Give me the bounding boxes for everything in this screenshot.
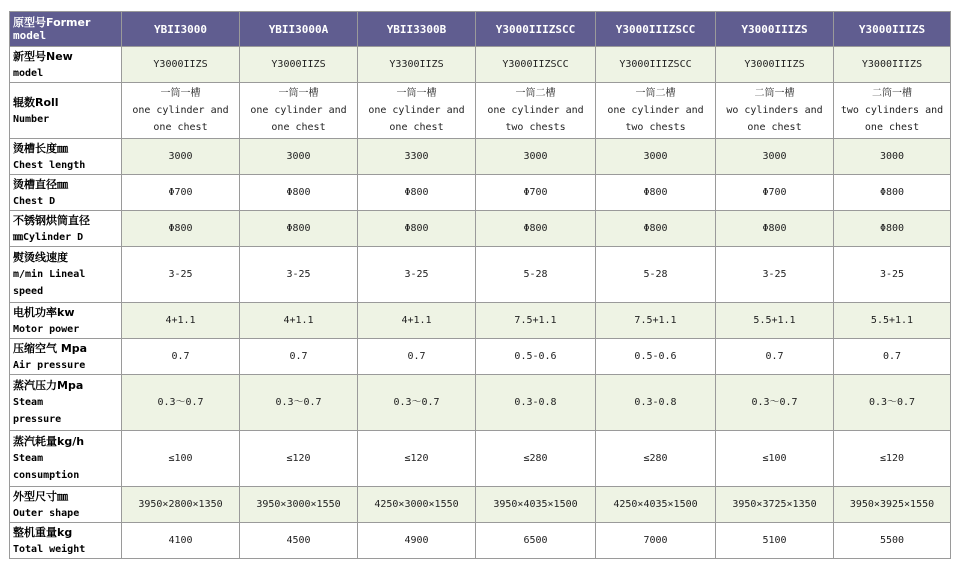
spec-value-cell xyxy=(122,139,240,175)
spec-value-cell xyxy=(596,247,716,303)
spec-value-line: Φ800 xyxy=(523,223,548,234)
spec-value-cell xyxy=(240,523,358,559)
spec-value-line: 6500 xyxy=(523,535,548,546)
spec-value-line: Φ700 xyxy=(168,187,193,198)
spec-value-cell xyxy=(716,139,834,175)
spec-row xyxy=(10,47,951,83)
spec-value-line: 0.3～0.7 xyxy=(868,397,916,408)
spec-value-line: ≤100 xyxy=(168,453,193,464)
spec-value-cell xyxy=(834,83,951,139)
model-header: Y3000IIIZS xyxy=(834,12,951,47)
spec-value-cell xyxy=(596,139,716,175)
spec-value-cell xyxy=(240,303,358,339)
spec-value-line: 0.5-0.6 xyxy=(634,351,677,362)
row-label-line: 蒸汽压力Mpa xyxy=(13,379,84,392)
spec-value-line: Φ800 xyxy=(404,187,429,198)
spec-value-line: 0.3～0.7 xyxy=(751,397,798,408)
spec-value-cell xyxy=(358,339,476,375)
spec-value-cell xyxy=(596,339,716,375)
spec-value-line: one chest xyxy=(864,122,920,133)
spec-value-cell xyxy=(476,303,596,339)
spec-value-cell xyxy=(358,175,476,211)
spec-value-cell xyxy=(240,47,358,83)
spec-value-line: two cylinders and xyxy=(840,105,944,116)
spec-value-line: Y3300IIZS xyxy=(389,59,444,70)
spec-value-line: 3950×4035×1500 xyxy=(493,499,578,510)
spec-value-line: Φ800 xyxy=(286,223,311,234)
spec-value-line: 0.3～0.7 xyxy=(393,397,440,408)
row-label-line: Outer shape xyxy=(13,507,80,519)
spec-value-line: 二筒一槽 xyxy=(872,88,912,99)
spec-value-cell xyxy=(358,211,476,247)
spec-value-line: one chest xyxy=(271,122,326,133)
spec-value-line: one cylinder and xyxy=(250,105,347,116)
row-label-line: Motor power xyxy=(13,323,80,335)
spec-value-cell xyxy=(240,211,358,247)
spec-value-line: Φ800 xyxy=(643,187,668,198)
row-label-line: 蒸汽耗量kg/h xyxy=(13,435,85,448)
spec-value-cell xyxy=(122,487,240,523)
spec-value-cell xyxy=(596,487,716,523)
row-label-line: Total weight xyxy=(13,543,86,555)
row-label-cell xyxy=(10,375,122,431)
spec-value-cell xyxy=(122,211,240,247)
row-label-line: 不锈钢烘筒直径 xyxy=(13,213,90,227)
spec-value-line: 4500 xyxy=(286,535,311,546)
spec-value-line: 3300 xyxy=(404,151,429,162)
row-label-cell xyxy=(10,211,122,247)
spec-value-cell xyxy=(476,247,596,303)
row-label-line: Steam xyxy=(13,453,44,464)
spec-value-line: ≤120 xyxy=(879,453,905,464)
row-label-line: consumption xyxy=(13,470,80,481)
row-label-line: speed xyxy=(13,286,44,297)
spec-value-line: Φ800 xyxy=(879,223,905,234)
spec-value-line: ≤100 xyxy=(762,453,787,464)
spec-value-cell xyxy=(596,523,716,559)
spec-value-line: 5500 xyxy=(879,535,905,546)
spec-value-line: 0.7 xyxy=(765,351,784,362)
spec-value-line: 4250×3000×1550 xyxy=(374,499,459,510)
spec-value-cell xyxy=(834,339,951,375)
spec-value-line: one cylinder and xyxy=(368,105,465,116)
spec-value-line: 二筒一槽 xyxy=(754,88,795,99)
spec-value-line: 3950×2800×1350 xyxy=(138,499,223,510)
spec-value-line: 5-28 xyxy=(643,269,668,280)
spec-value-cell xyxy=(596,47,716,83)
row-label-line: m/min Lineal xyxy=(13,269,86,280)
row-label-line: Chest D xyxy=(13,195,56,207)
row-label-line: Chest length xyxy=(13,159,86,171)
spec-value-line: Φ700 xyxy=(762,187,787,198)
spec-value-cell xyxy=(596,303,716,339)
row-label-line: Air pressure xyxy=(13,359,86,371)
spec-value-cell xyxy=(834,211,951,247)
spec-value-line: 3000 xyxy=(523,151,548,162)
spec-value-cell xyxy=(358,83,476,139)
spec-value-cell xyxy=(596,431,716,487)
spec-value-line: one chest xyxy=(747,122,802,133)
spec-value-line: 0.7 xyxy=(407,351,426,362)
spec-value-cell xyxy=(240,431,358,487)
spec-value-line: wo cylinders and xyxy=(726,105,823,116)
model-header: YBII3000 xyxy=(122,12,240,47)
spec-value-line: two chests xyxy=(625,122,686,133)
spec-value-line: 一筒二槽 xyxy=(515,88,556,99)
header-label-cell xyxy=(10,12,122,47)
spec-value-cell xyxy=(476,139,596,175)
spec-value-cell xyxy=(358,431,476,487)
spec-value-line: Φ800 xyxy=(286,187,311,198)
spec-value-cell xyxy=(476,83,596,139)
spec-value-cell xyxy=(596,211,716,247)
spec-value-cell xyxy=(596,83,716,139)
spec-value-line: 3950×3925×1550 xyxy=(849,499,935,510)
header-label-line: model xyxy=(13,29,47,42)
spec-value-cell xyxy=(122,247,240,303)
spec-value-cell xyxy=(122,375,240,431)
spec-value-line: Φ800 xyxy=(879,187,905,198)
spec-value-cell xyxy=(716,339,834,375)
spec-value-cell xyxy=(716,83,834,139)
spec-value-line: 4+1.1 xyxy=(165,315,196,326)
spec-value-line: 3-25 xyxy=(168,269,193,280)
spec-value-line: 一筒一槽 xyxy=(396,88,437,99)
spec-value-cell xyxy=(358,139,476,175)
spec-value-line: 5100 xyxy=(762,535,787,546)
spec-row xyxy=(10,523,951,559)
spec-value-line: 3000 xyxy=(762,151,787,162)
spec-value-cell xyxy=(358,375,476,431)
spec-value-line: 3000 xyxy=(168,151,193,162)
row-label-line: ㎜Cylinder D xyxy=(13,231,84,243)
spec-value-cell xyxy=(834,175,951,211)
row-label-line: 熨烫线速度 xyxy=(13,251,68,264)
spec-value-cell xyxy=(596,375,716,431)
spec-value-cell xyxy=(834,375,951,431)
spec-value-line: 3950×3000×1550 xyxy=(256,499,341,510)
spec-value-cell xyxy=(122,175,240,211)
spec-value-line: 4100 xyxy=(168,535,193,546)
spec-value-cell xyxy=(834,139,951,175)
spec-value-line: one cylinder and xyxy=(132,105,229,116)
spec-value-line: 0.3-0.8 xyxy=(514,397,557,408)
row-label-line: Number xyxy=(13,113,50,125)
spec-value-cell xyxy=(476,487,596,523)
spec-value-cell xyxy=(834,487,951,523)
spec-value-line: 3-25 xyxy=(879,269,905,280)
row-label-line: 压缩空气 Mpa xyxy=(13,341,88,355)
spec-value-line: 0.3～0.7 xyxy=(157,397,204,408)
spec-row xyxy=(10,487,951,523)
spec-value-cell xyxy=(716,431,834,487)
row-label-cell xyxy=(10,247,122,303)
spec-value-cell xyxy=(122,339,240,375)
spec-value-cell xyxy=(240,139,358,175)
row-label-line: pressure xyxy=(13,414,62,425)
spec-value-cell xyxy=(476,211,596,247)
row-label-line: Steam xyxy=(13,397,44,408)
spec-value-line: 0.5-0.6 xyxy=(514,351,557,362)
spec-value-cell xyxy=(716,375,834,431)
spec-row xyxy=(10,211,951,247)
row-label-cell xyxy=(10,487,122,523)
row-label-line: 新型号New xyxy=(13,49,73,63)
spec-value-line: 7.5+1.1 xyxy=(514,315,557,326)
spec-value-cell xyxy=(122,83,240,139)
spec-value-line: 5.5+1.1 xyxy=(753,315,796,326)
spec-value-line: 3-25 xyxy=(404,269,429,280)
spec-row xyxy=(10,375,951,431)
spec-row xyxy=(10,339,951,375)
spec-value-line: 7.5+1.1 xyxy=(634,315,677,326)
spec-row xyxy=(10,303,951,339)
spec-value-cell xyxy=(122,303,240,339)
spec-value-line: Φ800 xyxy=(168,223,193,234)
spec-value-cell xyxy=(240,339,358,375)
spec-value-line: Y3000IIIZS xyxy=(744,59,805,70)
row-label-cell xyxy=(10,47,122,83)
spec-value-cell xyxy=(716,523,834,559)
row-label-line: 辊数Roll xyxy=(13,95,59,109)
spec-value-line: 0.7 xyxy=(882,351,902,362)
spec-value-line: 7000 xyxy=(643,535,668,546)
spec-value-line: 4+1.1 xyxy=(283,315,314,326)
spec-value-line: 5.5+1.1 xyxy=(870,315,914,326)
spec-value-line: Y3000IIIZSCC xyxy=(619,59,692,70)
spec-row xyxy=(10,139,951,175)
row-label-cell xyxy=(10,139,122,175)
spec-value-line: Φ800 xyxy=(762,223,787,234)
spec-value-line: Y3000IIIZS xyxy=(861,59,923,70)
row-label-cell xyxy=(10,175,122,211)
row-label-cell xyxy=(10,523,122,559)
spec-value-line: 0.3～0.7 xyxy=(275,397,322,408)
spec-value-line: Y3000IIZSCC xyxy=(502,59,569,70)
spec-value-cell xyxy=(834,247,951,303)
model-header: Y3000IIIZSCC xyxy=(596,12,716,47)
spec-value-cell xyxy=(358,47,476,83)
spec-value-line: Φ700 xyxy=(523,187,548,198)
spec-value-cell xyxy=(716,211,834,247)
spec-value-line: Φ800 xyxy=(404,223,429,234)
spec-value-line: Φ800 xyxy=(643,223,668,234)
spec-value-cell xyxy=(716,47,834,83)
spec-value-line: two chests xyxy=(505,122,566,133)
row-label-line: 烫槽直径㎜ xyxy=(13,177,68,191)
spec-value-cell xyxy=(476,339,596,375)
spec-value-cell xyxy=(476,47,596,83)
spec-value-line: one chest xyxy=(153,122,208,133)
model-header: YBII3000A xyxy=(240,12,358,47)
spec-row xyxy=(10,83,951,139)
spec-value-cell xyxy=(240,83,358,139)
row-label-line: 烫槽长度㎜ xyxy=(13,141,68,155)
spec-value-line: one cylinder and xyxy=(487,105,584,116)
spec-row xyxy=(10,247,951,303)
spec-value-line: 3950×3725×1350 xyxy=(732,499,817,510)
spec-value-cell xyxy=(476,523,596,559)
spec-value-cell xyxy=(358,487,476,523)
header-label-line: 原型号Former xyxy=(13,16,91,29)
row-label-line: model xyxy=(13,67,44,79)
spec-value-cell xyxy=(476,431,596,487)
spec-value-cell xyxy=(358,303,476,339)
spec-value-cell xyxy=(716,247,834,303)
row-label-line: 外型尺寸㎜ xyxy=(13,489,68,503)
spec-value-line: ≤120 xyxy=(404,453,429,464)
spec-value-cell xyxy=(240,487,358,523)
spec-row xyxy=(10,175,951,211)
spec-value-cell xyxy=(122,523,240,559)
spec-row xyxy=(10,431,951,487)
spec-value-line: 3000 xyxy=(286,151,311,162)
spec-value-line: 一筒二槽 xyxy=(635,88,676,99)
spec-value-line: 0.7 xyxy=(289,351,308,362)
row-label-cell xyxy=(10,339,122,375)
spec-value-cell xyxy=(358,523,476,559)
spec-value-line: ≤120 xyxy=(286,453,311,464)
spec-value-cell xyxy=(476,375,596,431)
spec-value-cell xyxy=(476,175,596,211)
spec-value-line: 3-25 xyxy=(286,269,311,280)
spec-value-cell xyxy=(122,431,240,487)
spec-value-line: one cylinder and xyxy=(607,105,704,116)
spec-value-cell xyxy=(122,47,240,83)
spec-value-line: 4250×4035×1500 xyxy=(613,499,698,510)
spec-value-line: 0.3-0.8 xyxy=(634,397,677,408)
spec-value-line: 0.7 xyxy=(171,351,190,362)
spec-value-line: ≤280 xyxy=(643,453,668,464)
spec-value-line: 3000 xyxy=(643,151,668,162)
spec-value-cell xyxy=(834,303,951,339)
model-header: YBII3300B xyxy=(358,12,476,47)
spec-value-cell xyxy=(834,47,951,83)
model-header: Y3000IIIZS xyxy=(716,12,834,47)
spec-value-cell xyxy=(716,175,834,211)
row-label-line: 整机重量kg xyxy=(13,525,73,539)
row-label-cell xyxy=(10,83,122,139)
spec-value-cell xyxy=(716,487,834,523)
spec-body xyxy=(10,47,951,559)
spec-value-cell xyxy=(240,175,358,211)
spec-value-line: one chest xyxy=(389,122,444,133)
spec-value-cell xyxy=(834,523,951,559)
spec-value-cell xyxy=(358,247,476,303)
spec-value-cell xyxy=(596,175,716,211)
spec-value-cell xyxy=(240,247,358,303)
spec-value-line: Y3000IIZS xyxy=(153,59,208,70)
spec-value-line: 3-25 xyxy=(762,269,787,280)
spec-value-line: 4900 xyxy=(404,535,429,546)
spec-table xyxy=(9,11,951,559)
row-label-cell xyxy=(10,431,122,487)
spec-value-line: Y3000IIZS xyxy=(271,59,326,70)
row-label-line: 电机功率kw xyxy=(13,305,75,319)
spec-value-cell xyxy=(716,303,834,339)
spec-value-line: 5-28 xyxy=(523,269,548,280)
header-row xyxy=(10,12,951,47)
spec-value-line: 一筒一槽 xyxy=(160,88,201,99)
spec-value-line: 一筒一槽 xyxy=(278,88,319,99)
spec-value-line: 3000 xyxy=(879,151,905,162)
spec-value-cell xyxy=(240,375,358,431)
row-label-cell xyxy=(10,303,122,339)
model-header: Y3000IIIZSCC xyxy=(476,12,596,47)
spec-value-line: 4+1.1 xyxy=(401,315,432,326)
spec-value-cell xyxy=(834,431,951,487)
spec-value-line: ≤280 xyxy=(523,453,548,464)
